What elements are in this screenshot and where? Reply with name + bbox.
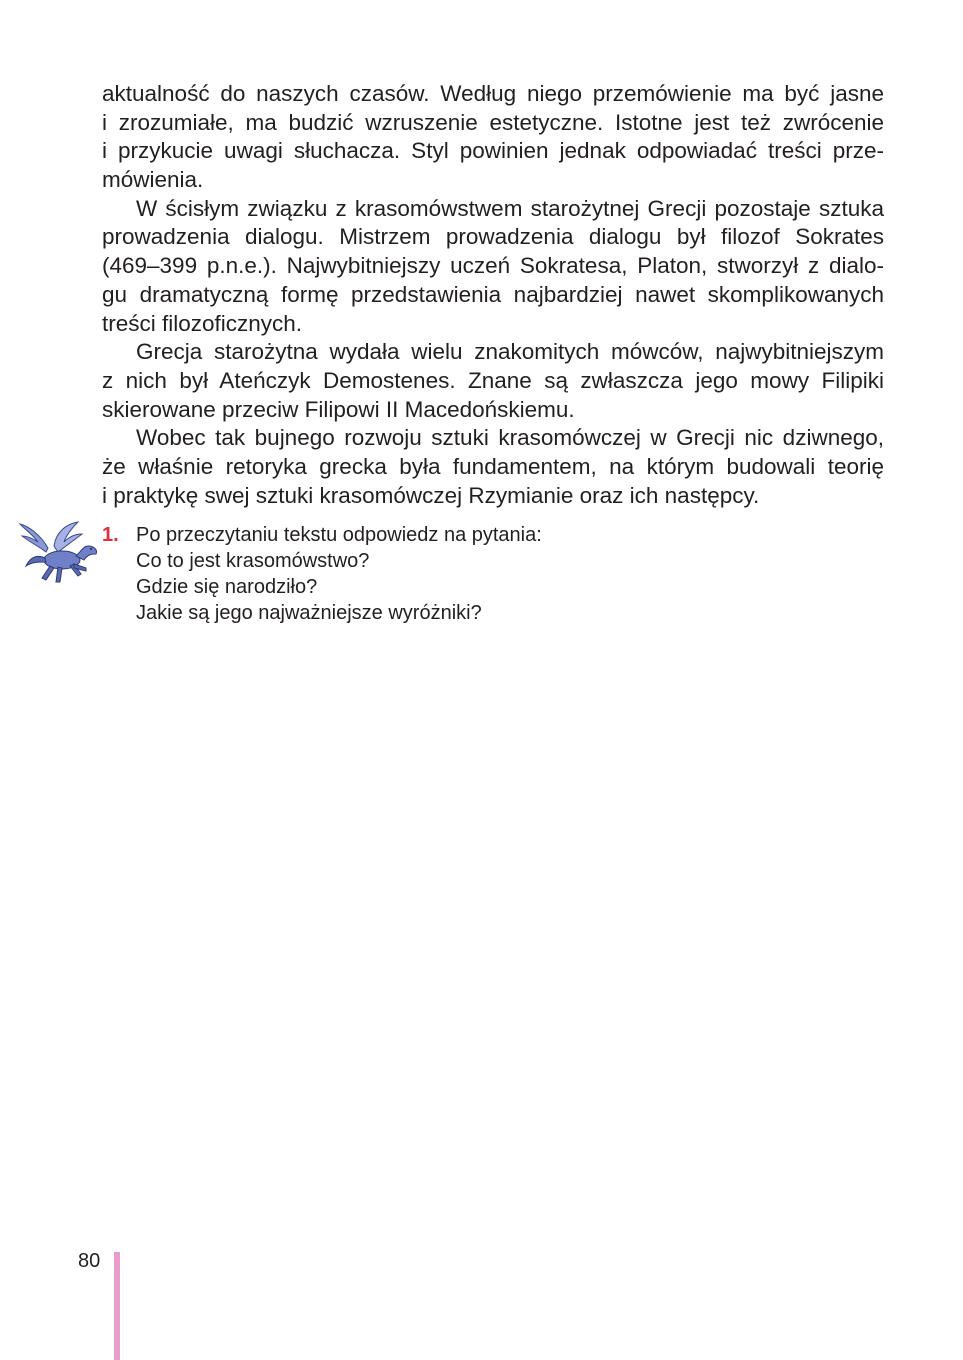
text-line: treści filozoficznych. <box>102 310 303 336</box>
exercise-question: Jakie są jego najważniejsze wyróżniki? <box>136 602 482 624</box>
exercise-question: Co to jest krasomówstwo? <box>136 550 370 572</box>
text-line: skierowane przeciw Filipowi II Macedońskiemu. <box>102 396 575 422</box>
exercise-question: Gdzie się narodziło? <box>136 576 318 598</box>
page-edge-bar <box>114 1252 120 1360</box>
text-line: Wobec tak bujnego rozwoju sztuki krasomówczej w Grecji nic dziwnego, <box>136 425 884 451</box>
text-line: i zrozumiałe, ma budzić wzruszenie estetyczne. Istotne jest też zwrócenie <box>102 109 884 135</box>
text-line: z nich był Ateńczyk Demostenes. Znane są zwłaszcza jego mowy Filipiki <box>102 367 884 393</box>
exercise-number: 1. <box>102 524 119 546</box>
text-line: (469–399 p.n.e.). Najwybitniejszy uczeń Sokratesa, Platon, stworzył z dialo- <box>102 253 884 279</box>
text-line: aktualność do naszych czasów. Według niego przemówienie ma być jasne <box>102 81 884 106</box>
text-line: gu dramatyczną formę przedstawienia najbardziej nawet skomplikowanych <box>102 281 884 307</box>
text-line: W ścisłym związku z krasomówstwem starożytnej Grecji pozostaje sztuka <box>136 195 884 221</box>
body-text <box>102 80 884 510</box>
pegasus-icon <box>18 520 102 588</box>
exercise-questions <box>136 522 542 626</box>
exercise-instruction: Po przeczytaniu tekstu odpowiedz na pytania: <box>136 524 542 546</box>
text-line: mówienia. <box>102 167 204 193</box>
text-line: prowadzenia dialogu. Mistrzem prowadzenia dialogu był filozof Sokrates <box>102 224 884 250</box>
text-line: i przykucie uwagi słuchacza. Styl powinien jednak odpowiadać treści prze- <box>102 138 884 164</box>
text-line: i praktykę swej sztuki krasomówczej Rzymianie oraz ich następcy. <box>102 482 760 508</box>
text-line: Grecja starożytna wydała wielu znakomitych mówców, najwybitniejszym <box>136 339 884 365</box>
page-number: 80 <box>78 1250 101 1272</box>
text-line: że właśnie retoryka grecka była fundamentem, na którym budowali teorię <box>102 453 884 479</box>
